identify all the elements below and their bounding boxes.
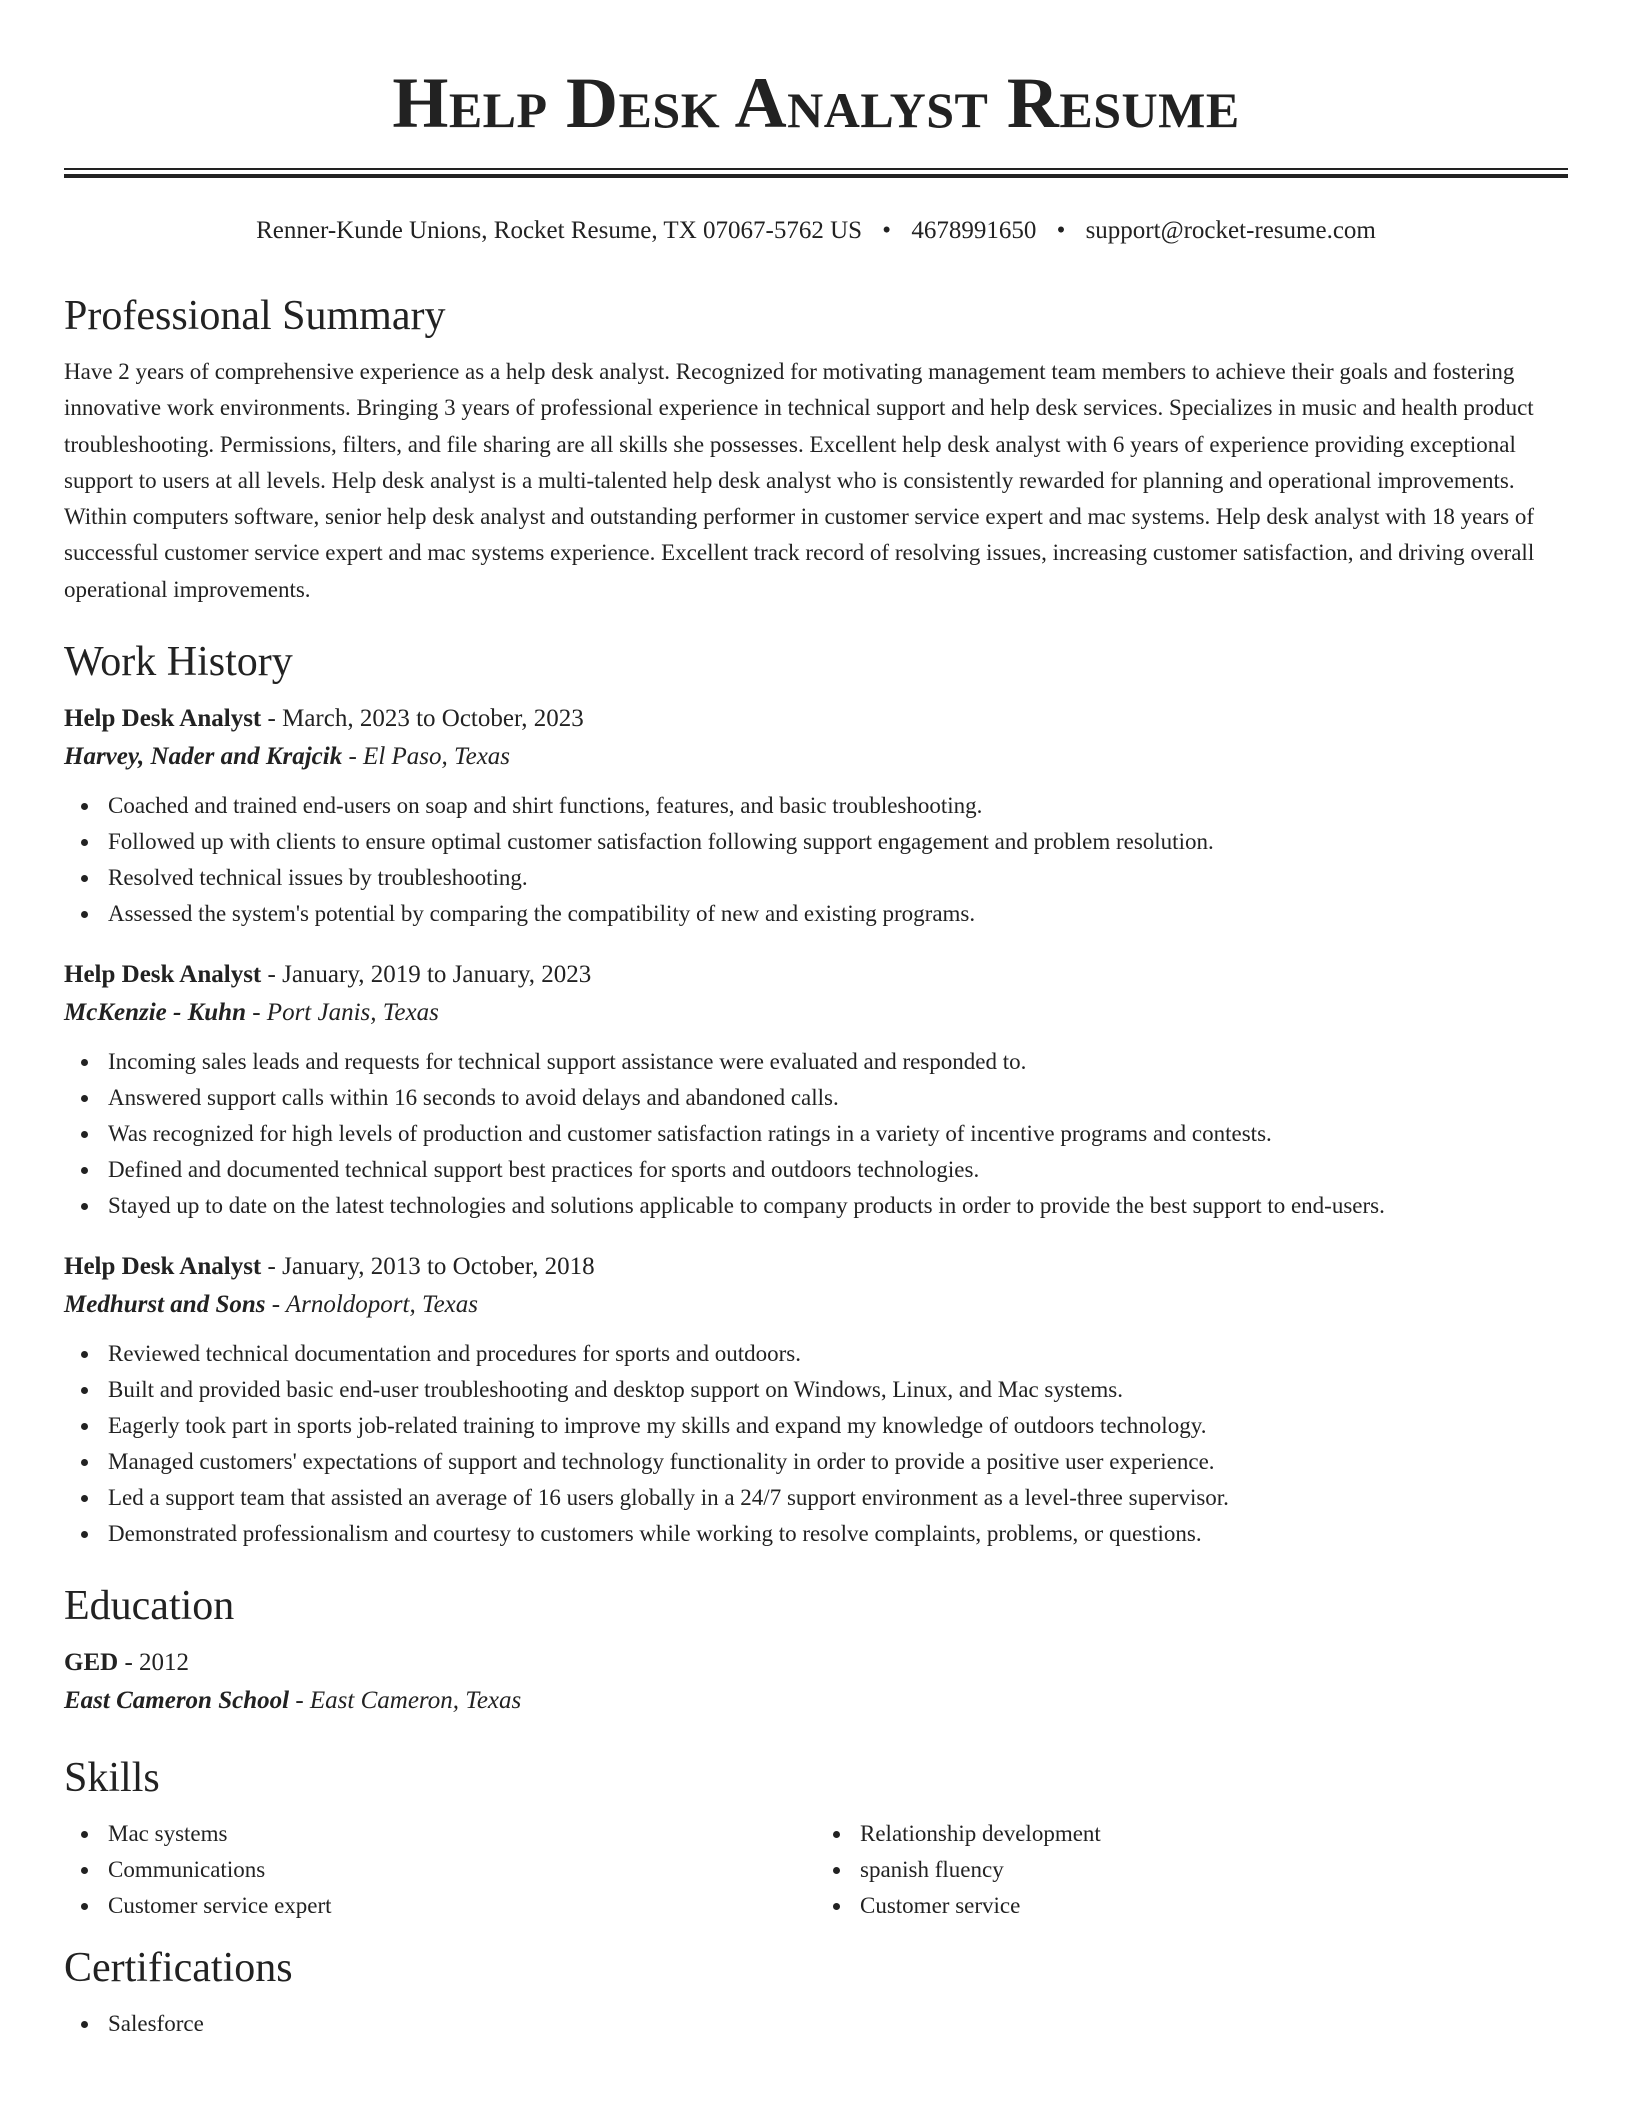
contact-phone: 4678991650	[911, 217, 1037, 244]
job-bullet: Followed up with clients to ensure optimal customer satisfaction following support engagement and problem resolution.	[108, 824, 1568, 860]
job-bullet: Stayed up to date on the latest technologies and solutions applicable to company products in order to provide the best support to end-users.	[108, 1188, 1568, 1224]
job-bullet: Assessed the system's potential by comparing the compatibility of new and existing programs.	[108, 896, 1568, 932]
job-dates: - January, 2013 to October, 2018	[261, 1253, 595, 1281]
work-history-heading: Work History	[64, 639, 293, 686]
degree-line	[64, 1644, 1568, 1682]
contact-email: support@rocket-resume.com	[1085, 217, 1376, 244]
contact-address: Renner-Kunde Unions, Rocket Resume, TX 07067-5762 US	[256, 217, 863, 244]
company-name: Medhurst and Sons	[64, 1291, 266, 1319]
education-section	[64, 1576, 1568, 1720]
job-bullet: Coached and trained end-users on soap and shirt functions, features, and basic troubleshooting.	[108, 788, 1568, 824]
company-line	[64, 994, 1568, 1032]
job-bullet: Resolved technical issues by troubleshooting.	[108, 860, 1568, 896]
education-heading: Education	[64, 1583, 235, 1630]
job-bullet: Managed customers' expectations of support and technology functionality in order to provide a positive user experience.	[108, 1444, 1568, 1480]
company-location: - Arnoldoport, Texas	[265, 1291, 479, 1319]
job-bullet: Demonstrated professionalism and courtesy to customers while working to resolve complaints, problems, or questions.	[108, 1516, 1568, 1552]
resume-body	[64, 286, 1568, 2042]
summary-heading: Professional Summary	[64, 293, 446, 339]
degree-name: GED	[64, 1649, 119, 1677]
job-dates: - January, 2019 to January, 2023	[261, 961, 592, 989]
job-bullet: Led a support team that assisted an average of 16 users globally in a 24/7 support environment as a level-three supervisor.	[108, 1480, 1568, 1516]
job-entry	[64, 1248, 1568, 1552]
job-bullets	[64, 1044, 1568, 1224]
job-title: Help Desk Analyst	[64, 705, 262, 733]
work-history-section	[64, 632, 1568, 1552]
job-title-line	[64, 700, 1568, 738]
job-bullet: Eagerly took part in sports job-related training to improve my skills and expand my knowledge of outdoors technology.	[108, 1408, 1568, 1444]
title-rule-thick	[64, 174, 1568, 178]
job-bullets	[64, 1336, 1568, 1552]
skills-grid	[64, 1816, 1568, 1924]
job-entry	[64, 700, 1568, 932]
skill-item: Customer service expert	[108, 1888, 816, 1924]
company-line	[64, 1286, 1568, 1324]
skills-heading: Skills	[64, 1755, 160, 1802]
job-title-line	[64, 1248, 1568, 1286]
summary-section	[64, 286, 1568, 608]
skill-item: Mac systems	[108, 1816, 816, 1852]
skills-column-right	[816, 1816, 1568, 1924]
title-rule-thin	[64, 168, 1568, 170]
skill-item: Customer service	[860, 1888, 1568, 1924]
job-bullet: Built and provided basic end-user troubleshooting and desktop support on Windows, Linux, and Mac systems.	[108, 1372, 1568, 1408]
contact-line	[0, 214, 1632, 248]
job-entry	[64, 956, 1568, 1224]
school-name: East Cameron School	[64, 1687, 290, 1715]
job-bullet: Defined and documented technical support best practices for sports and outdoors technologies.	[108, 1152, 1568, 1188]
certifications-section	[64, 1938, 1568, 2042]
job-bullets	[64, 788, 1568, 932]
job-bullet: Was recognized for high levels of production and customer satisfaction ratings in a variety of incentive programs and contests.	[108, 1116, 1568, 1152]
school-line	[64, 1682, 1568, 1720]
skills-section	[64, 1748, 1568, 1924]
company-name: Harvey, Nader and Krajcik	[64, 743, 343, 771]
skill-item: Relationship development	[860, 1816, 1568, 1852]
certifications-heading: Certifications	[64, 1945, 293, 1992]
degree-year: - 2012	[118, 1649, 190, 1677]
company-location: - El Paso, Texas	[342, 743, 511, 771]
job-title: Help Desk Analyst	[64, 961, 262, 989]
job-bullet: Reviewed technical documentation and procedures for sports and outdoors.	[108, 1336, 1568, 1372]
job-dates: - March, 2023 to October, 2023	[261, 705, 584, 733]
certification-item: Salesforce	[108, 2006, 1568, 2042]
skill-item: spanish fluency	[860, 1852, 1568, 1888]
company-name: McKenzie - Kuhn	[64, 999, 246, 1027]
job-bullet: Answered support calls within 16 seconds to avoid delays and abandoned calls.	[108, 1080, 1568, 1116]
resume-title: Help Desk Analyst Resume	[392, 63, 1240, 143]
company-location: - Port Janis, Texas	[245, 999, 439, 1027]
certifications-list	[64, 2006, 1568, 2042]
contact-separator: •	[882, 217, 892, 244]
job-title-line	[64, 956, 1568, 994]
skill-item: Communications	[108, 1852, 816, 1888]
job-title: Help Desk Analyst	[64, 1253, 262, 1281]
summary-text: Have 2 years of comprehensive experience as a help desk analyst. Recognized for motivating management team members to achieve their goals and fostering innovative work environments. Bringing 3 years of professional experience in technical support and help desk services. Specializes in music and health product troubleshooting. Permissions, filters, and file sharing are all skills she possesses. Excellent help desk analyst with 6 years of experience providing exceptional support to users at all levels. Help desk analyst is a multi-talented help desk analyst who is consistently rewarded for planning and operational improvements. Within computers software, senior help desk analyst and outstanding performer in customer service expert and mac systems. Help desk analyst with 18 years of successful customer service expert and mac systems experience. Excellent track record of resolving issues, increasing customer satisfaction, and driving overall operational improvements.	[64, 359, 1535, 602]
company-line	[64, 738, 1568, 776]
skills-column-left	[64, 1816, 816, 1924]
job-bullet: Incoming sales leads and requests for technical support assistance were evaluated and responded to.	[108, 1044, 1568, 1080]
school-location: - East Cameron, Texas	[289, 1687, 522, 1715]
contact-separator: •	[1056, 217, 1066, 244]
